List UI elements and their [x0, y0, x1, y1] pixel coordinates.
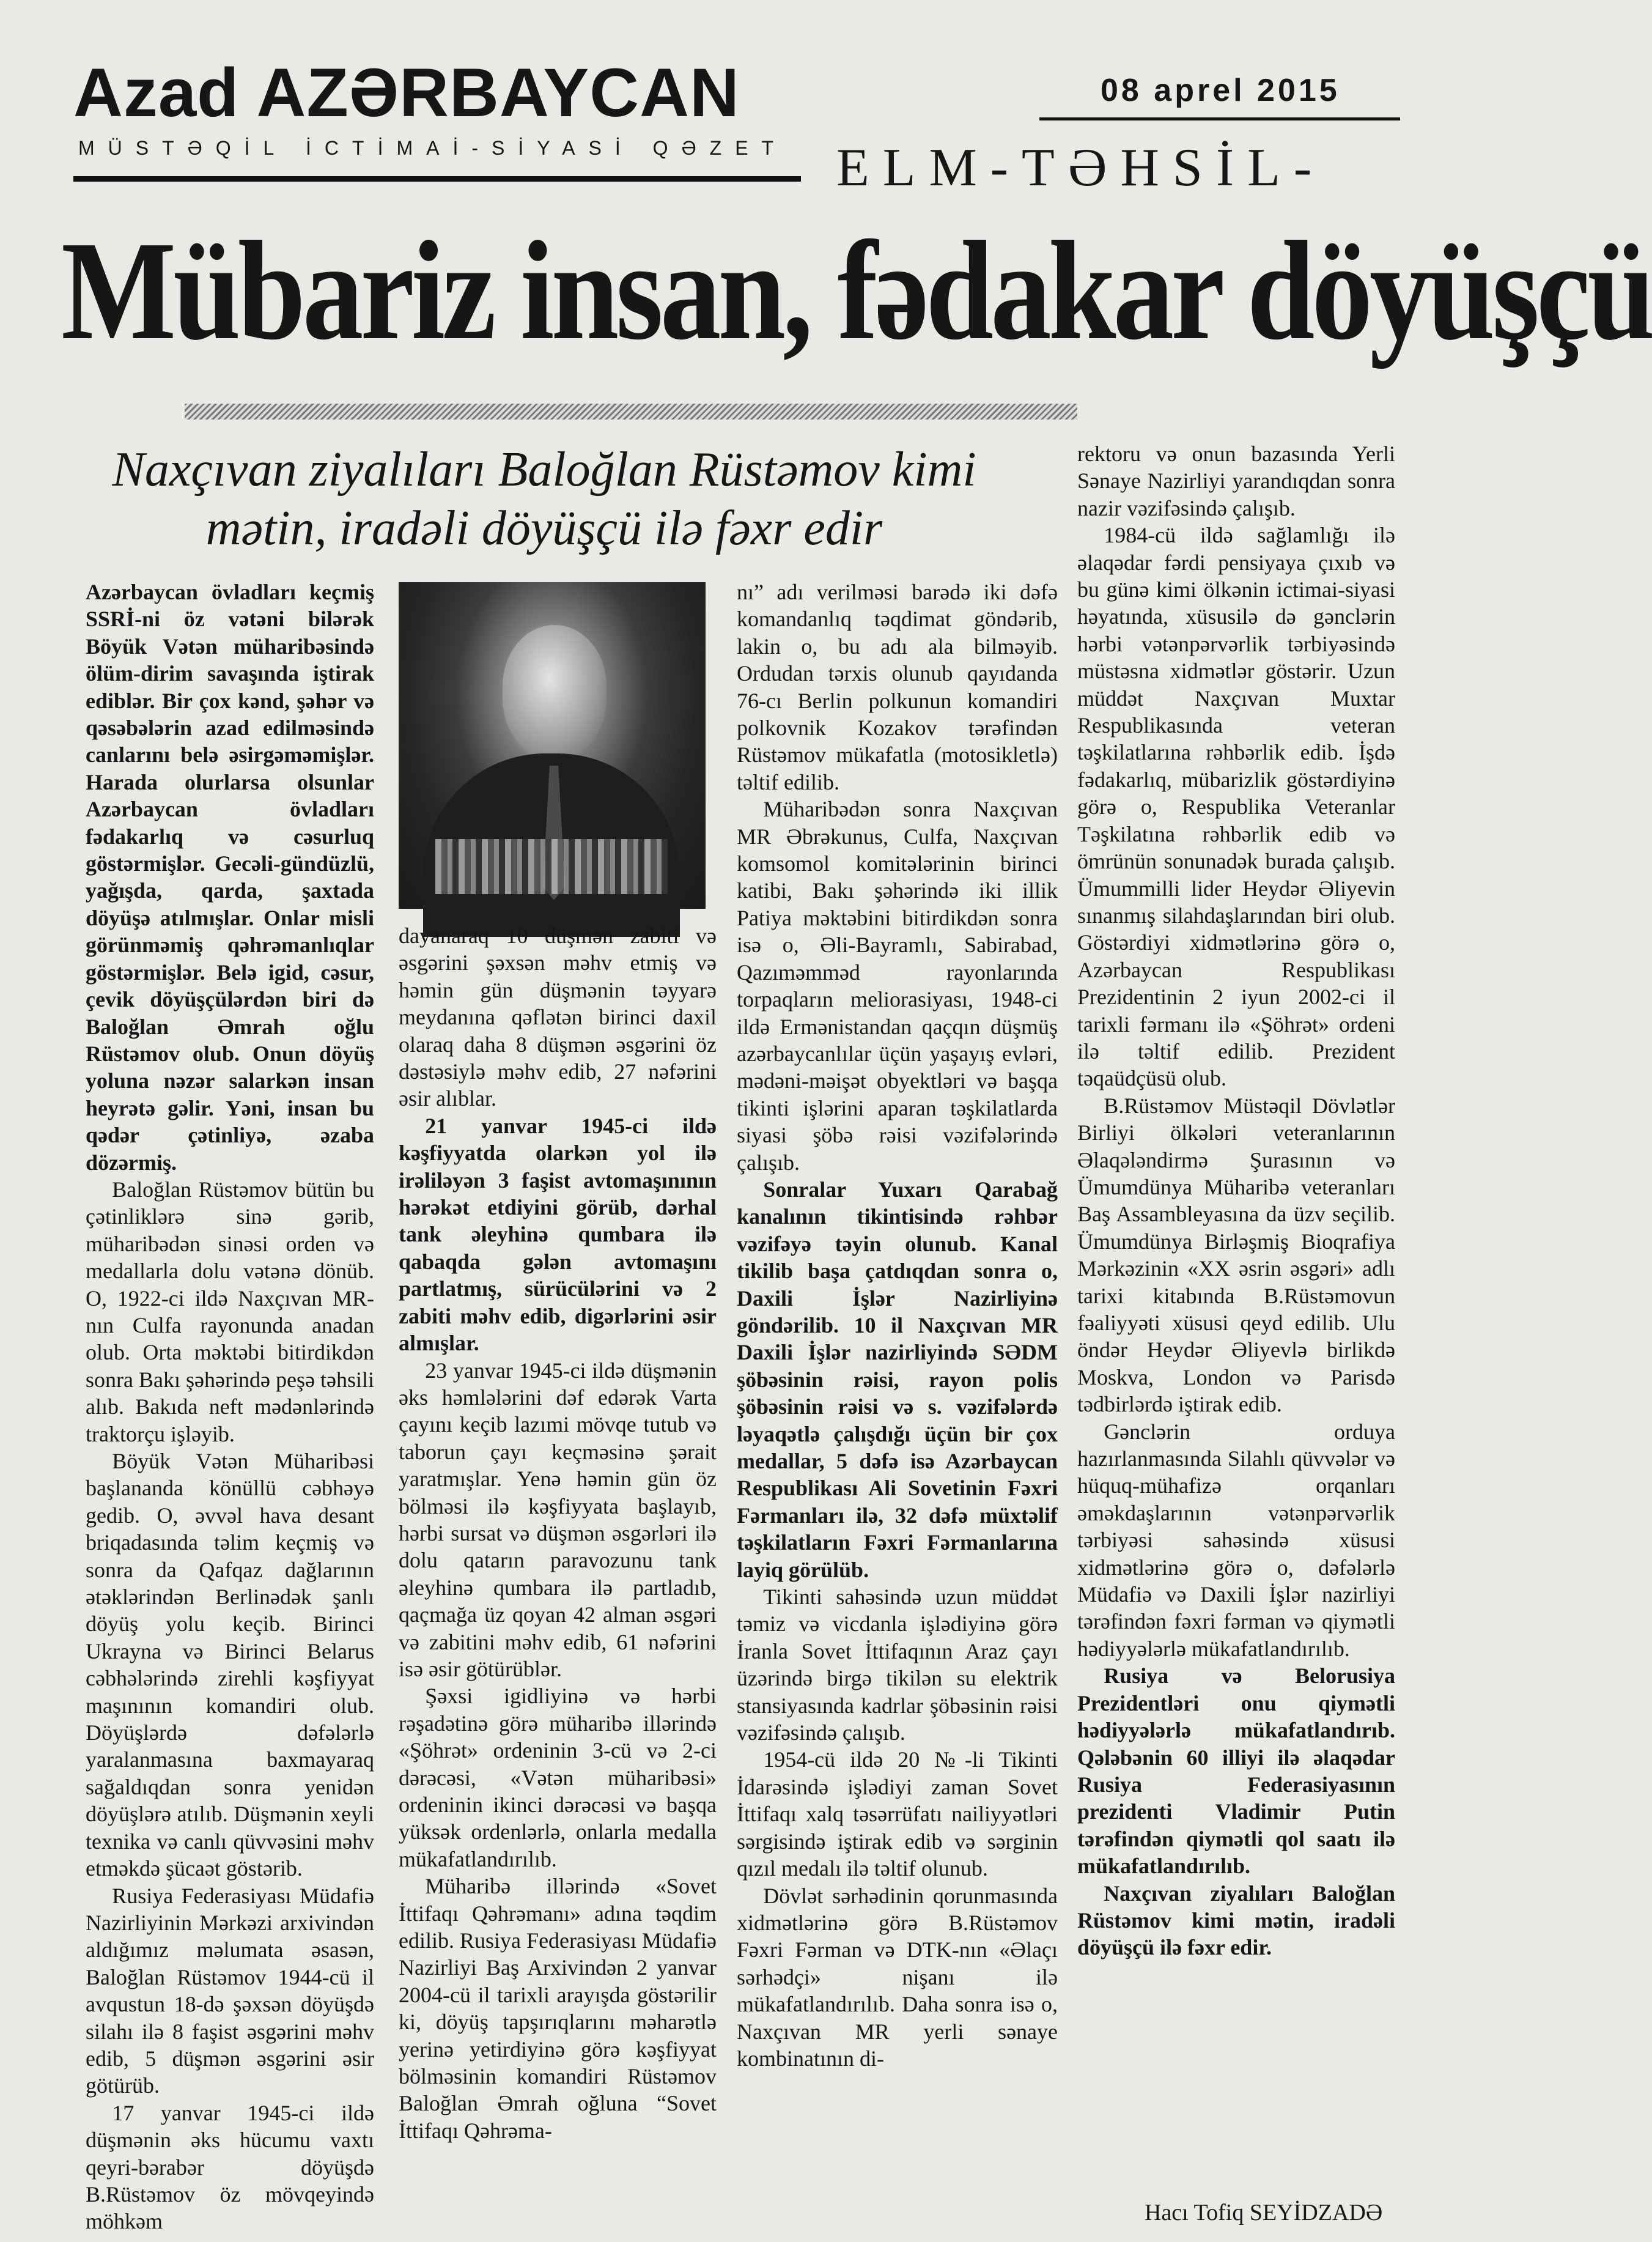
portrait-medals	[435, 839, 668, 894]
article-column-4	[1077, 440, 1395, 1961]
paragraph-bold: Rusiya və Belorusiya Prezidentləri onu qiymətli hədiyyələrlə mükafatlandırıb. Qələbənin 60 illiyi ilə əlaqədar Rusiya Federasiyasının prezidenti Vladimir Putin tərəfindən qiymətli qol saatı ilə mükafatlandırılıb.	[1077, 1663, 1395, 1879]
paragraph: B.Rüstəmov Müstəqil Dövlətlər Birliyi ölkələri veteranlarının Əlaqələndirmə Şurasının və Ümumdünya Müharibə veteranları Baş Assambleyasına da üzv seçilib. Ümumdünya Birləşmiş Bioqrafiya Mərkəzinin «XX əsrin əsgəri» adlı tarixi kitabında B.Rüstəmovun fəaliyyəti xüsusi qeyd edilib. Ulu öndər Heydər Əliyevlə birlikdə Moskva, London və Parisdə tədbirlərdə iştirak edib.	[1077, 1093, 1395, 1417]
paragraph: Şəxsi igidliyinə və hərbi rəşadətinə görə müharibə illərində «Şöhrət» ordeninin 3-cü və 2-ci dərəcəsi, «Vətən müharibəsi» ordeninin ikinci dərəcəsi və başqa yüksək ordenlərlə, onlarla medalla mükafatlandırılıb.	[399, 1684, 717, 1871]
paragraph: Böyük Vətən Müharibəsi başlananda könüllü cəbhəyə gedib. O, əvvəl hava desant briqadasında təlim keçmiş və sonra da Qafqaz dağlarının ətəklərindən Berlinədək şanlı döyüş yolu keçib. Birinci Ukrayna və Birinci Belarus cəbhələrində zirehli kəşfiyyat maşınının komandiri olub. Döyüşlərdə dəfələrlə yaralanmasına baxmayaraq sağaldıqdan sonra yenidən döyüşlərə atılıb. Düşmənin xeyli texnika və canlı qüvvəsini məhv etməkdə şücaət göstərib.	[86, 1449, 374, 1881]
paragraph: rektoru və onun bazasında Yerli Sənaye Nazirliyi yarandıqdan sonra nazir vəzifəsində çalışıb.	[1077, 442, 1395, 520]
paragraph-bold: 21 yanvar 1945-ci ildə kəşfiyyatda olarkən yol ilə irəliləyən 3 faşist avtomaşınının hərəkət etdiyini görüb, dərhal tank əleyhinə qumbara ilə qabaqda gələn avtomaşını partlatmış, sürücülərini və 2 zabiti məhv edib, digərlərini əsir almışlar.	[399, 1113, 717, 1356]
headline-divider	[185, 404, 1077, 420]
paragraph: Baloğlan Rüstəmov bütün bu çətinliklərə sinə gərib, müharibədən sinəsi orden və medallarla dolu vətənə dönüb. O, 1922-ci ildə Naxçıvan MR-nın Culfa rayonunda anadan olub. Orta məktəbi bitirdikdən sonra Bakı şəhərində peşə təhsili alıb. Bakıda neft mədənlərində traktorçu işləyib.	[86, 1177, 374, 1446]
paragraph: 17 yanvar 1945-ci ildə düşmənin əks hücumu vaxtı qeyri-bərabər döyüşdə B.Rüstəmov öz mövqeyində möhkəm	[86, 2100, 374, 2234]
paragraph: Müharibədən sonra Naxçıvan MR Əbrəkunus, Culfa, Naxçıvan komsomol komitələrinin birinci katibi, Bakı şəhərində iki illik Patiya məktəbini bitirdikdən sonra isə o, Əli-Bayramlı, Sabirabad, Qazıməmməd rayonlarında torpaqların meliorasiyası, 1948-ci ildə Ermənistandan qaçqın düşmüş azərbaycanlılar üçün yaşayış evləri, mədəni-məişət obyektləri və başqa tikinti işlərini aparan təşkilatlarda siyasi şöbə rəisi vəzifələrində çalışıb.	[737, 797, 1058, 1175]
masthead-title: Azad AZƏRBAYCAN	[73, 54, 740, 131]
closing-paragraph: Naxçıvan ziyalıları Baloğlan Rüstəmov kimi mətin, iradəli döyüşçü ilə fəxr edir.	[1077, 1881, 1395, 1960]
section-label: ELM-TƏHSİL-	[836, 138, 1326, 198]
subheadline	[61, 440, 1027, 558]
article-column-1	[86, 579, 374, 2235]
paragraph: Tikinti sahəsində uzun müddət təmiz və vicdanla işlədiyinə görə İranla Sovet İttifaqının Araz çayı üzərində birgə tikilən su elektrik stansiyasında kadrlar şöbəsinin rəisi vəzifəsində çalışıb.	[737, 1585, 1058, 1745]
portrait-head	[503, 625, 607, 760]
author-signature: Hacı Tofiq SEYİDZADƏ	[1145, 2200, 1383, 2225]
paragraph: Rusiya Federasiyası Müdafiə Nazirliyinin Mərkəzi arxivindən aldığımız məlumata əsasən, Baloğlan Rüstəmov 1944-cü il avqustun 18-də şəxsən döyüşdə silahı ilə 8 faşist əsgərini məhv edib, 5 düşmən əsgərini əsir götürüb.	[86, 1883, 374, 2098]
subheadline-line-1: Naxçıvan ziyalıları Baloğlan Rüstəmov kimi	[112, 443, 976, 497]
paragraph-bold: Sonralar Yuxarı Qarabağ kanalının tikintisində rəhbər vəzifəyə təyin olunub. Kanal tikilib başa çatdıqdan sonra o, Daxili İşlər Nazirliyinə göndərilib. 10 il Naxçıvan MR Daxili İşlər nazirliyində SƏDM şöbəsinin rəisi, rayon polis şöbəsinin rəisi və s. vəzifələrdə ləyaqətlə çalışdığı üçün bir çox medallar, 5 dəfə isə Azərbaycan Respublikası Ali Sovetinin Fəxri Fərmanları ilə, 32 dəfə müxtəlif təşkilatların Fəxri Fərmanlarına layiq görülüb.	[737, 1177, 1058, 1582]
date-rule	[1039, 117, 1400, 120]
subheadline-line-2: mətin, iradəli döyüşçü ilə fəxr edir	[205, 501, 883, 555]
paragraph: 23 yanvar 1945-ci ildə düşmənin əks həmlələrini dəf edərək Varta çayını keçib lazımi mövqe tutub və taborun çayı keçməsinə şərait yaratmışlar. Yenə həmin gün öz bölməsi ilə kəşfiyyata başlayıb, hərbi sursat və düşmən əsgərləri ilə dolu qatarın paravozunu tank əleyhinə qumbara ilə partladıb, qaçmağa üz qoyan 42 alman əsgəri və zabitini məhv edib, 61 nəfərini isə əsir götürüblər.	[399, 1358, 717, 1681]
paragraph: Gənclərin orduya hazırlanmasında Silahlı qüvvələr və hüquq-mühafizə orqanları əməkdaşlarının vətənpərvərlik tərbiyəsi sahəsində xüsusi xidmətlərinə görə o, dəfələrlə Müdafiə və Daxili İşlər nazirliyi tərəfindən fəxri fərman və qiymətli hədiyyələrlə mükafatlandırılıb.	[1077, 1419, 1395, 1661]
article-column-2	[399, 922, 717, 2144]
lead-paragraph: Azərbaycan övladları keçmiş SSRİ-ni öz vətəni bilərək Böyük Vətən müharibəsində ölüm-dirim savaşında iştirak ediblər. Bir çox kənd, şəhər və qəsəbələrin azad edilməsində canlarını belə əsirgəməmişlər. Harada olurlarsa olsunlar Azərbaycan övladları fədakarlıq və cəsurluq göstərmişlər. Gecəli-gündüzlü, yağışda, qarda, şaxtada döyüşə atılmışlar. Onlar misli görünməmiş qəhrəmanlıqlar göstərmişlər. Belə igid, cəsur, çevik döyüşçülərdən biri də Baloğlan Əmrah oğlu Rüstəmov olub. Onun döyüş yoluna nəzər salarkən insan heyrətə gəlir. Yəni, insan bu qədər çətinliyə, əzaba dözərmiş.	[86, 580, 374, 1175]
article-column-3	[737, 579, 1058, 2072]
paragraph: nı” adı verilməsi barədə iki dəfə komandanlıq təqdimat göndərib, lakin o, bu adı ala bilməyib. Ordudan tərxis olunub qayıdanda 76-cı Berlin polkunun komandiri polkovnik Kozakov tərəfindən Rüstəmov mükafatla (motosikletlə) təltif edilib.	[737, 580, 1058, 794]
portrait-photo	[399, 582, 706, 909]
paragraph: Dövlət sərhədinin qorunmasında xidmətlərinə görə B.Rüstəmov Fəxri Fərman və DTK-nın «Əlaçı sərhədçi» nişanı ilə mükafatlandırılıb. Daha sonra isə o, Naxçıvan MR yerli sənaye kombinatının di-	[737, 1883, 1058, 2071]
issue-date: 08 aprel 2015	[1101, 73, 1340, 108]
paragraph: 1984-cü ildə sağlamlığı ilə əlaqədar fərdi pensiyaya çıxıb və bu günə kimi ölkənin ictimai-siyasi həyatında, xüsusilə də gənclərin hərbi vətənpərvərlik tərbiyəsində müstəsna xidmətlər göstərir. Uzun müddət Naxçıvan Muxtar Respublikasında veteran təşkilatlarına rəhbərlik edib. İşdə fədakarlıq, mübarizlik göstərdiyinə görə o, Respublika Veteranlar Təşkilatına rəhbərlik edib və ömrünün sonunadək burada çalışıb. Ümummilli lider Heydər Əliyevin sınanmış silahdaşlarından biri olub. Göstərdiyi xidmətlərinə görə o, Azərbaycan Respublikası Prezidentinin 2 iyun 2002-ci il tarixli fərmanı ilə «Şöhrət» ordeni ilə təltif edilib. Prezident təqaüdçüsü olub.	[1077, 523, 1395, 1091]
paragraph: dayanaraq 10 düşmən zabiti və əsgərini şəxsən məhv etmiş və həmin gün düşmənin təyyarə meydanına qəflətən birinci daxil olaraq daha 8 düşmən əsgərini öz dəstəsiylə məhv edib, 27 nəfərini əsir alıblar.	[399, 923, 717, 1111]
paragraph: Müharibə illərində «Sovet İttifaqı Qəhrəmanı» adına təqdim edilib. Rusiya Federasiyası Müdafiə Nazirliyi Baş Arxivindən 2 yanvar 2004-cü il tarixli arayışda göstərilir ki, döyüş tapşırıqlarını məharətlə yerinə yetirdiyinə görə kəşfiyyat bölməsinin komandiri Rüstəmov Baloğlan Əmrah oğluna “Sovet İttifaqı Qəhrəma-	[399, 1874, 717, 2143]
masthead-rule	[73, 176, 801, 182]
headline: Mübariz insan, fədakar döyüşçü	[61, 212, 1652, 369]
masthead-subtitle: MÜSTƏQİL İCTİMAİ-SİYASİ QƏZET	[78, 137, 787, 159]
paragraph: 1954-cü ildə 20 №-li Tikinti İdarəsində işlədiyi zaman Sovet İttifaqı xalq təsərrüfatı nailiyyətləri sərgisində iştirak edib və sərginin qızıl medalı ilə təltif olunub.	[737, 1747, 1058, 1881]
